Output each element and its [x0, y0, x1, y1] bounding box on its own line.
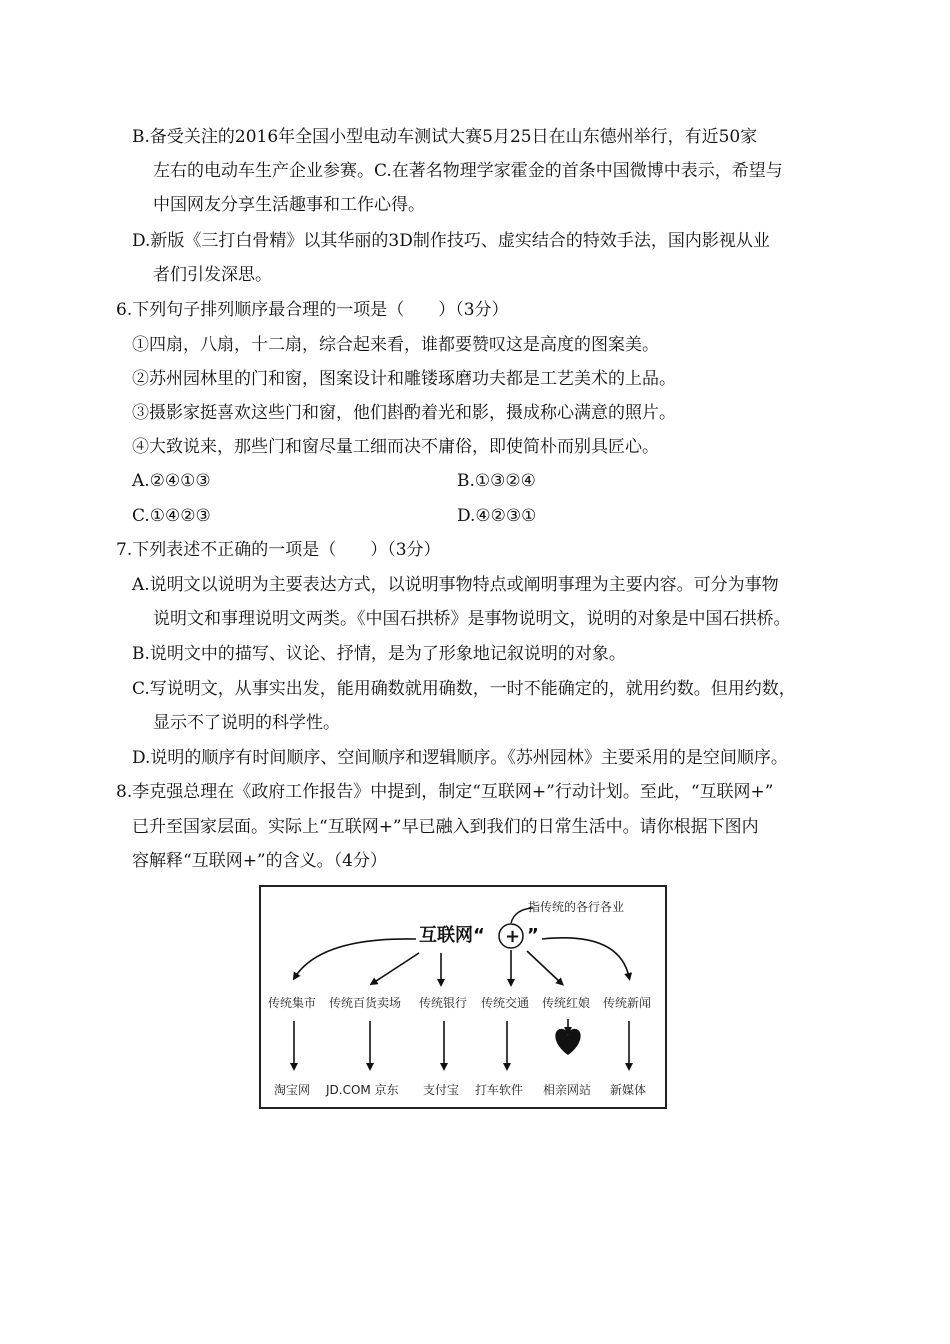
q6-sentence-4: ④大致说来，那些门和窗尽量工细而决不庸俗，即使简朴而别具匠心。	[132, 437, 659, 457]
q7-option-c-line1: C.写说明文，从事实出发，能用确数就用确数，一时不能确定的，就用约数。但用约数，	[132, 679, 796, 699]
arrow-to-matchmaker	[527, 951, 561, 983]
arrow-to-department-store	[373, 953, 419, 983]
internet-label: 支付宝	[423, 1083, 460, 1097]
q6-stem: 6.下列句子排列顺序最合理的一项是（ ）（3分）	[116, 300, 509, 320]
q5-option-d-line2: 者们引发深思。	[153, 265, 272, 285]
traditional-label: 传统百货卖场	[329, 996, 402, 1010]
q8-stem-line3: 容解释“互联网+”的含义。（4分）	[132, 851, 387, 871]
diagram-canvas	[261, 887, 665, 1107]
internet-plus-diagram	[259, 885, 667, 1109]
internet-label: 相亲网站	[543, 1083, 592, 1097]
q7-option-c-line2: 显示不了说明的科学性。	[153, 713, 340, 733]
q6-option-d: D.④②③①	[457, 506, 537, 526]
q7-stem: 7.下列表述不正确的一项是（ ）（3分）	[116, 540, 441, 560]
internet-label: 淘宝网	[274, 1083, 311, 1097]
plus-sign: +	[505, 926, 521, 947]
internet-label: 新媒体	[610, 1083, 647, 1097]
q7-option-b: B.说明文中的描写、议论、抒情，是为了形象地记叙说明的对象。	[132, 644, 626, 664]
heart-icon	[555, 1029, 580, 1055]
q6-option-a: A.②④①③	[132, 471, 211, 491]
q6-option-c: C.①④②③	[132, 506, 211, 526]
q6-sentence-1: ①四扇，八扇，十二扇，综合起来看，谁都要赞叹这是高度的图案美。	[132, 335, 659, 355]
internet-label: 打车软件	[475, 1083, 524, 1097]
q5-option-b-line3: 中国网友分享生活趣事和工作心得。	[153, 195, 425, 215]
traditional-label: 传统红娘	[542, 996, 591, 1010]
arrow-to-market	[295, 939, 416, 977]
traditional-label: 传统新闻	[603, 996, 652, 1010]
annotation-text: 指传统的各行各业	[528, 900, 625, 914]
q5-option-d-line1: D.新版《三打白骨精》以其华丽的3D制作技巧、虚实结合的特效手法，国内影视从业	[132, 231, 770, 251]
traditional-label: 传统集市	[268, 996, 317, 1010]
q7-option-d: D.说明的顺序有时间顺序、空间顺序和逻辑顺序。《苏州园林》主要采用的是空间顺序。	[132, 748, 788, 768]
internet-label: JD.COM 京东	[326, 1083, 399, 1097]
q5-option-b-line2: 左右的电动车生产企业参赛。C.在著名物理学家霍金的首条中国微博中表示，希望与	[153, 161, 783, 181]
q7-option-a-line1: A.说明文以说明为主要表达方式，以说明事物特点或阐明事理为主要内容。可分为事物	[132, 575, 779, 595]
diagram-title-left: 互联网“	[419, 925, 485, 946]
q5-option-b-line1: B.备受关注的2016年全国小型电动车测试大赛5月25日在山东德州举行，有近50家	[132, 127, 758, 147]
diagram-title-right: ”	[527, 925, 539, 946]
q6-sentence-2: ②苏州园林里的门和窗，图案设计和雕镂琢磨功夫都是工艺美术的上品。	[132, 369, 676, 389]
traditional-label: 传统银行	[419, 996, 468, 1010]
q8-stem-line1: 8.李克强总理在《政府工作报告》中提到，制定“互联网+”行动计划。至此，“互联网+”	[116, 782, 774, 802]
q6-option-b: B.①③②④	[457, 471, 536, 491]
traditional-label: 传统交通	[481, 996, 530, 1010]
q7-option-a-line2: 说明文和事理说明文两类。《中国石拱桥》是事物说明文，说明的对象是中国石拱桥。	[153, 609, 791, 629]
arrow-to-news	[542, 938, 629, 977]
q6-sentence-3: ③摄影家挺喜欢这些门和窗，他们斟酌着光和影，摄成称心满意的照片。	[132, 403, 676, 423]
q8-stem-line2: 已升至国家层面。实际上“互联网+”早已融入到我们的日常生活中。请你根据下图内	[132, 817, 759, 837]
